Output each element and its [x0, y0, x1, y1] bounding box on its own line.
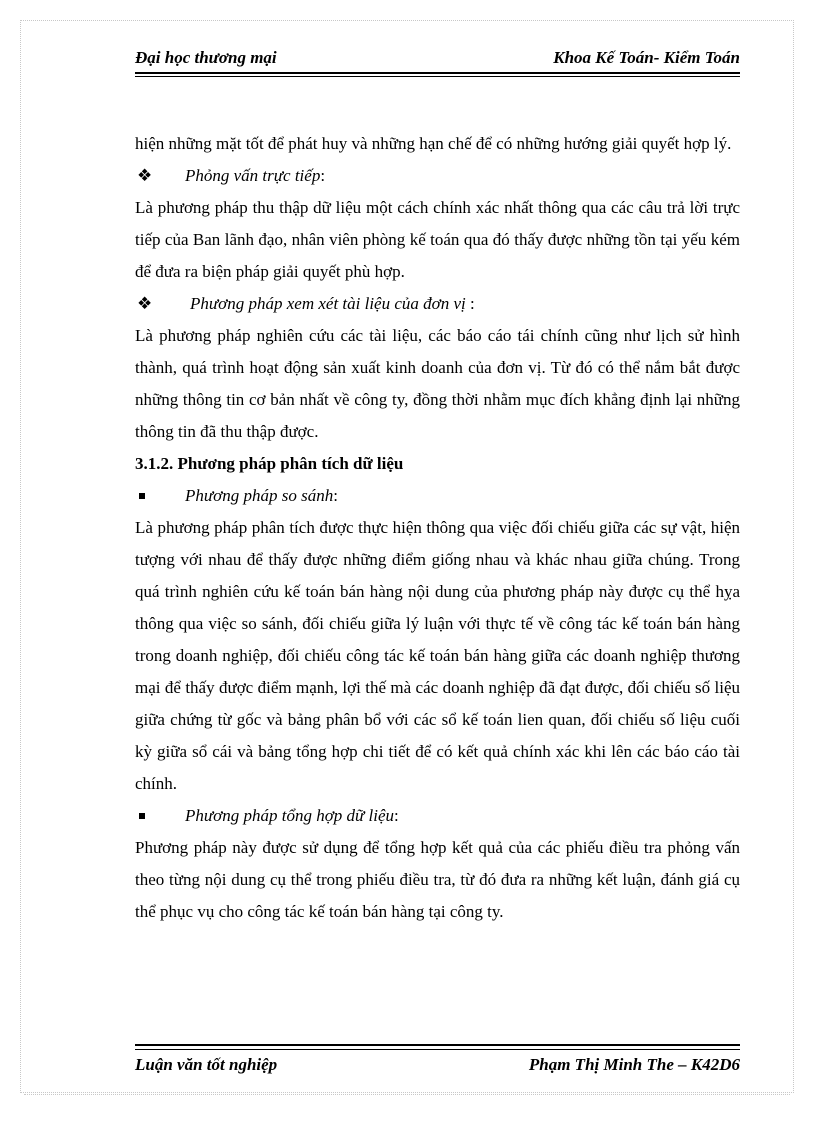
bullet-document-review: [135, 288, 740, 320]
page-header: [135, 48, 740, 70]
diamond-bullet-icon: ❖: [137, 294, 153, 313]
section-heading: 3.1.2. Phương pháp phân tích dữ liệu: [135, 454, 404, 473]
page-footer: [135, 1055, 740, 1077]
bullet-interview-text: Phỏng vấn trực tiếp: [185, 166, 321, 185]
paragraph-document-review: Là phương pháp nghiên cứu các tài liệu, các báo cáo tái chính cũng như lịch sử hình thành, quá trình hoạt động sản xuất kinh doanh của đơn vị. Từ đó có thể nắm bắt được những thông tin cơ bản nhất về công ty, đồng thời nhằm mục đích khẳng định lại những thông tin đã thu thập được.: [135, 326, 740, 441]
paragraph-interview: Là phương pháp thu thập dữ liệu một cách chính xác nhất thông qua các câu trả lời trực tiếp của Ban lãnh đạo, nhân viên phòng kế toán qua đó thấy được những tồn tại yếu kém để đưa ra biện pháp giải quyết phù hợp.: [135, 198, 740, 281]
bullet-comparison-suffix: :: [333, 486, 338, 505]
bottom-dotted-line: [24, 1094, 790, 1095]
square-bullet-icon: [139, 493, 145, 499]
bullet-interview-label: [185, 160, 325, 192]
diamond-bullet-icon: ❖: [137, 166, 153, 185]
bullet-interview: [135, 160, 740, 192]
header-university: Đại học thương mại: [135, 48, 277, 67]
bullet-interview-suffix: :: [320, 166, 326, 185]
bullet-comparison-label: [185, 480, 338, 512]
bullet-synthesis-text: Phương pháp tổng hợp dữ liệu: [185, 806, 395, 825]
header-rule-thin: [135, 76, 740, 77]
bullet-synthesis-suffix: :: [394, 806, 399, 825]
page-body: [135, 128, 740, 928]
bullet-document-review-suffix: :: [465, 294, 475, 313]
square-bullet-icon: [139, 813, 145, 819]
bullet-synthesis: [135, 800, 740, 832]
bullet-comparison: [135, 480, 740, 512]
footer-document-type: Luận văn tốt nghiệp: [135, 1055, 278, 1074]
paragraph-intro: hiện những mặt tốt để phát huy và những hạn chế để có những hướng giải quyết hợp lý.: [135, 134, 732, 153]
bullet-synthesis-label: [185, 800, 399, 832]
footer-author: Phạm Thị Minh The – K42D6: [528, 1055, 740, 1074]
footer-rule-thin: [135, 1049, 740, 1050]
paragraph-synthesis: Phương pháp này được sử dụng để tổng hợp kết quả của các phiếu điều tra phỏng vấn theo từng nội dung cụ thể trong phiếu điều tra, từ đó đưa ra những kết luận, đánh giá cụ thể phục vụ cho công tác kế toán bán hàng tại công ty.: [135, 838, 740, 921]
bullet-document-review-text: Phương pháp xem xét tài liệu của đơn vị: [190, 294, 466, 313]
header-faculty: Khoa Kế Toán- Kiểm Toán: [553, 48, 740, 67]
header-rule-thick: [135, 72, 740, 74]
bullet-document-review-label: [190, 288, 475, 320]
footer-rule-thick: [135, 1044, 740, 1046]
paragraph-comparison: Là phương pháp phân tích được thực hiện thông qua việc đối chiếu giữa các sự vật, hiện tượng với nhau để thấy được những điểm giống nhau và khác nhau giữa chúng. Trong quá trình nghiên cứu kế toán bán hàng nội dung của phương pháp này được cụ thể hỵa thông qua việc so sánh, đối chiếu giữa lý luận với thực tế về công tác kế toán bán hàng trong doanh nghiệp, đối chiếu công tác kế toán bán hàng giữa các doanh nghiệp thương mại để thấy được điểm mạnh, lợi thế mà các doanh nghiệp đã đạt được, đối chiếu số liệu giữa chứng từ gốc và bảng phân bổ với các sổ kế toán lien quan, đối chiếu số liệu cuối kỳ giữa sổ cái và bảng tổng hợp chi tiết để có kết quả chính xác khi lên các báo cáo tài chính.: [135, 518, 740, 793]
bullet-comparison-text: Phương pháp so sánh: [185, 486, 334, 505]
